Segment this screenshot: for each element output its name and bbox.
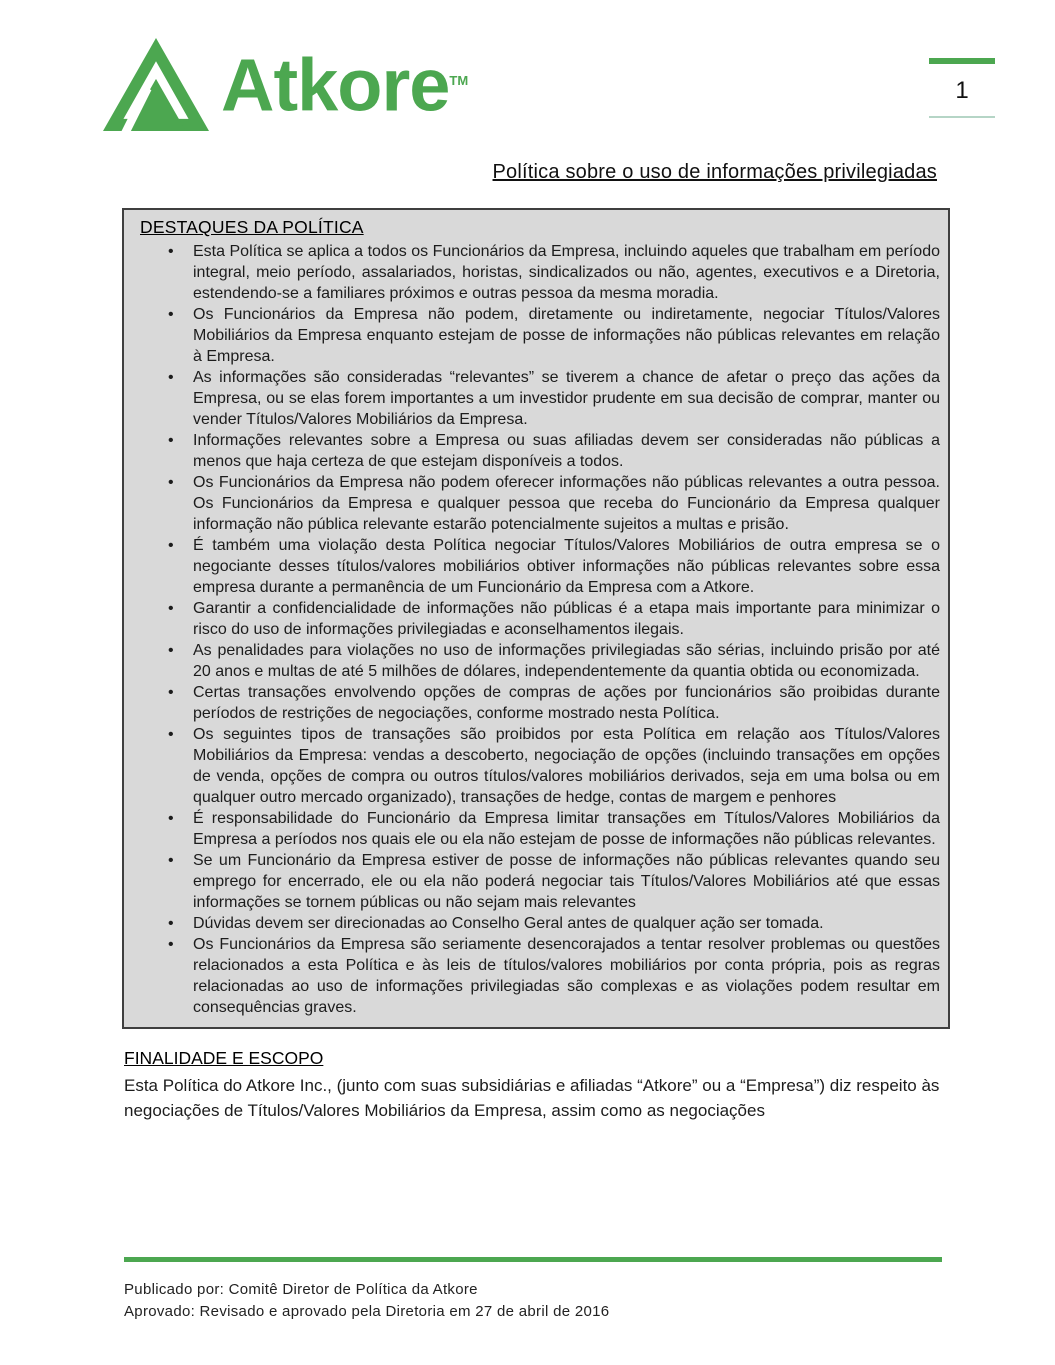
purpose-heading: FINALIDADE E ESCOPO [124, 1048, 324, 1068]
policy-bullet-item: • Garantir a confidencialidade de informações não públicas é a etapa mais importante para minimizar o risco do uso de informações privilegiadas e aconselhamentos ilegais. [193, 598, 940, 640]
page-footer [124, 1257, 942, 1323]
purpose-section [124, 1046, 943, 1123]
document-title: Política sobre o uso de informações privilegiadas [492, 161, 937, 183]
page-number: 1 [955, 77, 969, 104]
policy-bullet-item: • É também uma violação desta Política negociar Títulos/Valores Mobiliários de outra empresa se o negociante desses títulos/valores mobiliários obtiver informações não públicas relevantes sobre essa empresa durante a permanência de um Funcionário da Empresa com a Atkore. [193, 535, 940, 598]
footer-published-by: Publicado por: Comitê Diretor de Política da Atkore [124, 1281, 478, 1298]
policy-bullet-item: • Os Funcionários da Empresa são seriamente desencorajados a tentar resolver problemas ou questões relacionados a esta Política e às leis de títulos/valores mobiliários por conta própria, pois as regras relacionadas ao uso de informações privilegiadas são complexas e as violações podem resultar em consequências graves. [193, 934, 940, 1018]
policy-bullet-item: • As informações são consideradas “relevantes” se tiverem a chance de afetar o preço das ações da Empresa, ou se elas forem importantes a um investidor prudente em sua decisão de comprar, manter ou vender Títulos/Valores Mobiliários da Empresa. [193, 367, 940, 430]
policy-bullet-item: • As penalidades para violações no uso de informações privilegiadas são sérias, incluindo prisão por até 20 anos e multas de até 5 milhões de dólares, independentemente da quantia obtida ou economizada. [193, 640, 940, 682]
policy-bullet-item: • Informações relevantes sobre a Empresa ou suas afiliadas devem ser consideradas não públicas a menos que haja certeza de que estejam disponíveis a todos. [193, 430, 940, 472]
policy-bullet-item: • Os seguintes tipos de transações são proibidos por esta Política em relação aos Títulos/Valores Mobiliários da Empresa: vendas a descoberto, negociação de opções (incluindo transações em opções de venda, opções de compra ou outros títulos/valores mobiliários derivados, seja em uma bolsa ou em qualquer outro mercado organizado), transações de hedge, contas de margem e penhores [193, 724, 940, 808]
policy-bullet-list [140, 241, 940, 1018]
trademark-symbol: TM [449, 73, 469, 89]
policy-bullet-item: • Certas transações envolvendo opções de compras de ações por funcionários são proibidas durante períodos de restrições de negociações, conforme mostrado nesta Política. [193, 682, 940, 724]
policy-highlights-box [122, 208, 950, 1029]
policy-bullet-item: • Dúvidas devem ser direcionadas ao Conselho Geral antes de qualquer ação ser tomada. [193, 913, 940, 934]
policy-bullet-item: • É responsabilidade do Funcionário da Empresa limitar transações em Títulos/Valores Mobiliários da Empresa a períodos nos quais ele ou ela não estejam de posse de informações não públicas relevantes. [193, 808, 940, 850]
footer-rule [124, 1257, 942, 1262]
page-number-accent-bar [929, 58, 995, 64]
footer-approved: Aprovado: Revisado e aprovado pela Diretoria em 27 de abril de 2016 [124, 1303, 610, 1320]
page-number-underline [929, 116, 995, 118]
brand-wordmark: Atkore™ [221, 44, 469, 127]
purpose-body: Esta Política do Atkore Inc., (junto com suas subsidiárias e afiliadas “Atkore” ou a “Empresa”) diz respeito às negociações de Títulos/Valores Mobiliários da Empresa, assim como as negociações [124, 1076, 940, 1120]
policy-bullet-item: • Os Funcionários da Empresa não podem, diretamente ou indiretamente, negociar Títulos/Valores Mobiliários da Empresa enquanto estejam de posse de informações não públicas relevantes em relação à Empresa. [193, 304, 940, 367]
page-number-block [929, 58, 995, 118]
policy-bullet-item: • Se um Funcionário da Empresa estiver de posse de informações não públicas relevantes quando seu emprego for encerrado, ele ou ela não poderá negociar tais Títulos/Valores Mobiliários até que essas informações se tornem públicas ou não sejam mais relevantes [193, 850, 940, 913]
policy-bullet-item: • Os Funcionários da Empresa não podem oferecer informações não públicas relevantes a outra pessoa. Os Funcionários da Empresa e qualquer pessoa que receba do Funcionário da Empresa qualquer informação não pública relevante estarão potencialmente sujeitos a multas e prisão. [193, 472, 940, 535]
atkore-triangle-icon [103, 38, 209, 131]
highlights-heading: DESTAQUES DA POLÍTICA [140, 217, 364, 237]
atkore-logo [103, 38, 468, 131]
policy-bullet-item: • Esta Política se aplica a todos os Funcionários da Empresa, incluindo aqueles que trabalham em período integral, meio período, assalariados, horistas, sindicalizados ou não, agentes, executivos e a Diretoria, estendendo-se a familiares próximos e outras pessoa da mesma moradia. [193, 241, 940, 304]
